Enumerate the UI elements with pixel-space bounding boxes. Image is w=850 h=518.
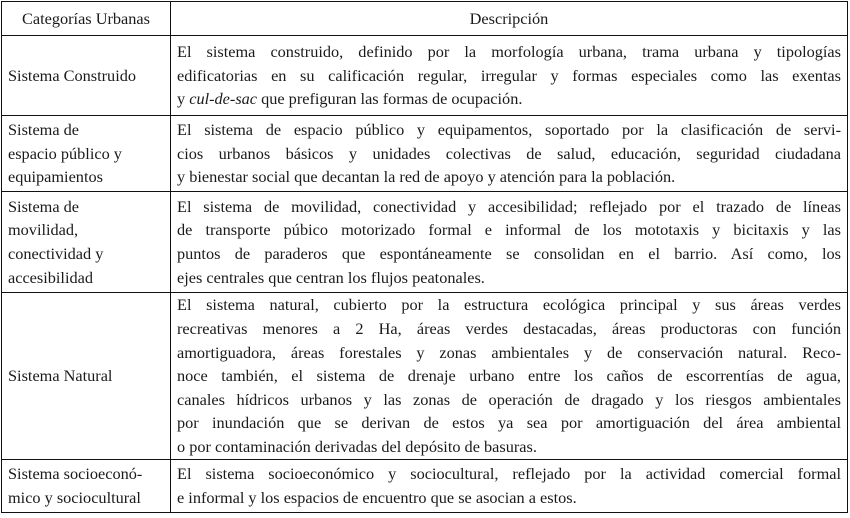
description-line: edificatorias en su calificación regular, irregular y formas especiales como las exentas <box>177 65 841 85</box>
table-header-row <box>2 2 848 36</box>
category-line: conectividad y <box>8 244 104 263</box>
description-line <box>177 87 841 111</box>
description-line: ejes centrales que centran los flujos peatonales. <box>177 267 485 287</box>
description-line: El sistema de espacio público y equipamentos, soportado por la clasificación de servi- <box>177 120 841 140</box>
description-line: de transporte púbico motorizado formal e informal de los mototaxis y bicitaxis y las <box>177 220 841 240</box>
category-line: Sistema socioeconó- <box>8 464 143 484</box>
italic-term: cul-de-sac <box>189 89 258 109</box>
text: que prefiguran las formas de ocupación. <box>257 89 523 109</box>
description-cell <box>171 116 848 192</box>
header-description: Descripción <box>171 2 848 36</box>
description-line: El sistema construido, definido por la morfología urbana, trama urbana y tipologías <box>177 42 841 62</box>
category-cell <box>2 116 171 192</box>
category-line: Sistema Construido <box>8 65 136 85</box>
description-line: canales hídricos urbanos y las zonas de operación de dragado y los riesgos ambientales <box>177 389 841 409</box>
category-line: Sistema de <box>8 196 79 216</box>
description-line: e informal y los espacios de encuentro que se asocian a estos. <box>177 488 577 507</box>
category-cell <box>2 293 171 460</box>
table-row <box>2 36 848 116</box>
table-row <box>2 293 848 460</box>
category-line: movilidad, <box>8 220 79 240</box>
table-row <box>2 460 848 513</box>
category-line: Sistema de <box>8 120 79 140</box>
description-cell <box>171 192 848 293</box>
category-cell <box>2 192 171 293</box>
description-line: y bienestar social que decantan la red de apoyo y atención para la población. <box>177 167 676 187</box>
description-line: El sistema natural, cubierto por la estructura ecológica principal y sus áreas verdes <box>177 295 841 315</box>
description-cell <box>171 36 848 116</box>
description-line: por inundación que se derivan de estos ya sea por amortiguación del área ambiental <box>177 413 841 433</box>
text: y <box>177 89 190 109</box>
description-line: cios urbanos básicos y unidades colectivas de salud, educación, seguridad ciudadana <box>177 143 841 163</box>
description-line: o por contaminación derivadas del depósito de basuras. <box>177 436 537 456</box>
description-line: El sistema de movilidad, conectividad y accesibilidad; reflejado por el trazado de líneas <box>177 196 841 216</box>
table-row <box>2 116 848 192</box>
header-category: Categorías Urbanas <box>2 2 171 36</box>
description-line: puntos de paraderos que espontáneamente se consolidan en el barrio. Así como, los <box>177 244 841 263</box>
description-line: noce también, el sistema de drenaje urbano entre los caños de escorrentías de agua, <box>177 366 841 386</box>
description-line: El sistema socioeconómico y sociocultural, reflejado por la actividad comercial formal <box>177 464 841 484</box>
table-row <box>2 192 848 293</box>
category-line: mico y sociocultural <box>8 488 141 507</box>
category-cell <box>2 460 171 513</box>
category-cell <box>2 36 171 116</box>
description-line: amortiguadora, áreas forestales y zonas ambientales y de conservación natural. Reco- <box>177 342 841 362</box>
description-cell <box>171 293 848 460</box>
category-line: espacio público y <box>8 143 122 163</box>
category-line: Sistema Natural <box>8 366 113 386</box>
category-line: accesibilidad <box>8 267 93 287</box>
urban-categories-table <box>1 1 848 513</box>
description-cell <box>171 460 848 513</box>
description-line: recreativas menores a 2 Ha, áreas verdes destacadas, áreas productoras con función <box>177 319 841 339</box>
category-line: equipamientos <box>8 167 103 187</box>
